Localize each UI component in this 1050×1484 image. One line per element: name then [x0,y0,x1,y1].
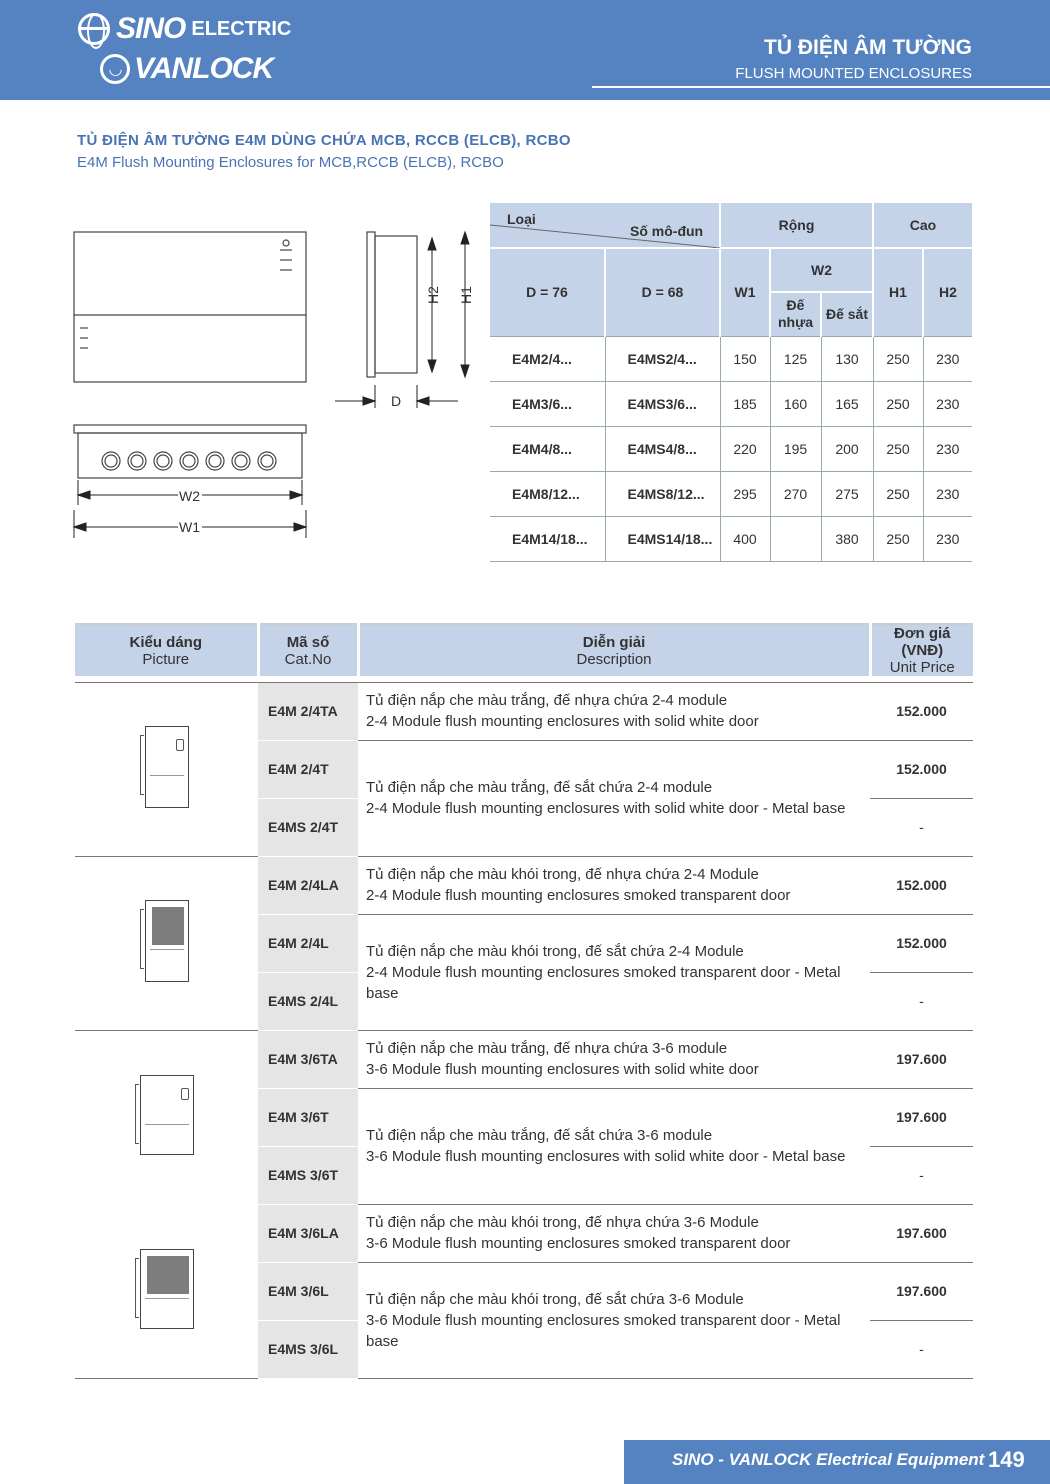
product-picture [75,856,258,1030]
d-label: D [391,393,402,409]
h2-header: H2 [923,248,972,336]
vanlock-mark-icon: ◡ [100,54,130,84]
product-table [75,623,973,1379]
dimension-row [490,516,972,561]
product-row [75,1204,973,1262]
model-d68: E4MS4/8... [605,426,720,471]
model-d76: E4M8/12... [490,471,605,516]
dimension-value: 270 [770,471,821,516]
description: Tủ điện nắp che màu trắng, đế sắt chứa 3-6 module 3-6 Module flush mounting enclosures with solid white door - Metal base [358,1088,870,1204]
dimension-value: 250 [873,516,923,561]
dimension-value: 380 [821,516,873,561]
dimension-row [490,471,972,516]
dimension-table [490,203,972,562]
unit-price: 197.600 [870,1088,973,1146]
price-header: Đơn giá (VNĐ) Unit Price [870,624,973,676]
footer-text: SINO - VANLOCK Electrical Equipment [672,1450,985,1469]
unit-price: - [870,798,973,856]
dimension-value: 185 [720,381,770,426]
product-picture [75,1030,258,1204]
dimension-value: 275 [821,471,873,516]
model-d68: E4MS14/18... [605,516,720,561]
brand-vanlock: VANLOCK [134,52,274,85]
cat-no: E4M 2/4L [258,914,358,972]
model-d68: E4MS2/4... [605,336,720,381]
model-d76: E4M14/18... [490,516,605,561]
unit-price: 197.600 [870,1262,973,1320]
dimension-row [490,426,972,471]
page-title: TỦ ĐIỆN ÂM TƯỜNG [764,36,972,59]
dimension-value: 230 [923,516,972,561]
enclosure-dimension-drawing [60,220,490,550]
cat-header: Mã số Cat.No [258,624,358,676]
dimension-value: 200 [821,426,873,471]
w2-label: W2 [179,488,200,504]
unit-price: 152.000 [870,682,973,740]
white-door-enclosure-image [145,726,189,808]
model-d68: E4MS3/6... [605,381,720,426]
w1-header: W1 [720,248,770,336]
unit-price: - [870,972,973,1030]
cat-no: E4MS 2/4L [258,972,358,1030]
unit-price: 197.600 [870,1204,973,1262]
h1-label: H1 [458,286,474,304]
model-d76: E4M2/4... [490,336,605,381]
dimension-value: 220 [720,426,770,471]
sino-logo [78,12,291,46]
dimension-value: 250 [873,336,923,381]
vanlock-logo [100,52,273,86]
cat-no: E4M 2/4TA [258,682,358,740]
bottom-view [74,425,306,478]
cat-no: E4MS 3/6L [258,1320,358,1378]
unit-price: 152.000 [870,914,973,972]
so-mo-dun-label: Số mô-đun [630,223,704,239]
globe-icon [78,13,110,45]
dimension-value: 400 [720,516,770,561]
dimension-value: 195 [770,426,821,471]
section-subtitle: E4M Flush Mounting Enclosures for MCB,RCCB (ELCB), RCBO [77,154,504,171]
picture-header: Kiểu dáng Picture [75,624,258,676]
product-picture [75,682,258,856]
dimension-row [490,336,972,381]
unit-price: 197.600 [870,1030,973,1088]
w2-header: W2 [770,248,873,292]
cat-no: E4M 3/6L [258,1262,358,1320]
cao-header: Cao [873,203,972,248]
model-d76: E4M3/6... [490,381,605,426]
model-d68: E4MS8/12... [605,471,720,516]
description: Tủ điện nắp che màu trắng, đế nhựa chứa 2-4 module 2-4 Module flush mounting enclosures with solid white door [358,682,870,740]
unit-price: - [870,1320,973,1378]
page-number: 149 [988,1447,1025,1472]
dimension-value: 160 [770,381,821,426]
dimension-value: 230 [923,381,972,426]
side-view [367,232,417,377]
de-nhua-header: Đế nhựa [770,292,821,336]
model-d76: E4M4/8... [490,426,605,471]
description: Tủ điện nắp che màu khói trong, đế sắt chứa 2-4 Module 2-4 Module flush mounting enclosures smoked transparent door - Metal base [358,914,870,1030]
dimension-value: 230 [923,471,972,516]
unit-price: 152.000 [870,856,973,914]
dimension-value: 230 [923,426,972,471]
smoked-door-enclosure-image [140,1249,194,1329]
loai-header [490,203,720,248]
unit-price: - [870,1146,973,1204]
dimension-value: 125 [770,336,821,381]
w1-label: W1 [179,519,200,535]
dimension-value [770,516,821,561]
dimension-h2 [428,238,436,372]
cat-no: E4M 3/6LA [258,1204,358,1262]
section-title: TỦ ĐIỆN ÂM TƯỜNG E4M DÙNG CHỨA MCB, RCCB (ELCB), RCBO [77,132,571,149]
cat-no: E4M 2/4LA [258,856,358,914]
dimension-value: 250 [873,471,923,516]
front-view [74,232,306,382]
h2-label: H2 [425,286,441,304]
h1-header: H1 [873,248,923,336]
product-row [75,682,973,740]
cat-no: E4MS 2/4T [258,798,358,856]
dimension-value: 150 [720,336,770,381]
dimension-value: 230 [923,336,972,381]
dimension-value: 250 [873,426,923,471]
brand-electric: ELECTRIC [191,17,292,40]
white-door-enclosure-image [140,1075,194,1155]
smoked-door-enclosure-image [145,900,189,982]
d76-header: D = 76 [490,248,605,336]
cat-no: E4M 3/6T [258,1088,358,1146]
page-subtitle: FLUSH MOUNTED ENCLOSURES [735,65,972,82]
dimension-value: 250 [873,381,923,426]
de-sat-header: Đế sắt [821,292,873,336]
product-row [75,1030,973,1088]
header-divider [592,86,1050,88]
dimension-row [490,381,972,426]
cat-no: E4M 3/6TA [258,1030,358,1088]
d68-header: D = 68 [605,248,720,336]
description: Tủ điện nắp che màu khói trong, đế nhựa chứa 2-4 Module 2-4 Module flush mounting enclosures smoked transparent door [358,856,870,914]
description: Tủ điện nắp che màu khói trong, đế sắt chứa 3-6 Module 3-6 Module flush mounting enclosures smoked transparent door - Metal base [358,1262,870,1378]
unit-price: 152.000 [870,740,973,798]
cat-no: E4MS 3/6T [258,1146,358,1204]
description: Tủ điện nắp che màu khói trong, đế nhựa chứa 3-6 Module 3-6 Module flush mounting enclosures smoked transparent door [358,1204,870,1262]
cat-no: E4M 2/4T [258,740,358,798]
dimension-value: 295 [720,471,770,516]
dimension-value: 165 [821,381,873,426]
product-row [75,856,973,914]
product-picture [75,1204,258,1378]
rong-header: Rộng [720,203,873,248]
description-header: Diễn giải Description [358,624,870,676]
brand-sino: SINO [116,12,186,45]
description: Tủ điện nắp che màu trắng, đế sắt chứa 2-4 module 2-4 Module flush mounting enclosures with solid white door - Metal base [358,740,870,856]
description: Tủ điện nắp che màu trắng, đế nhựa chứa 3-6 module 3-6 Module flush mounting enclosures with solid white door [358,1030,870,1088]
loai-label: Loại [507,211,536,227]
dimension-value: 130 [821,336,873,381]
